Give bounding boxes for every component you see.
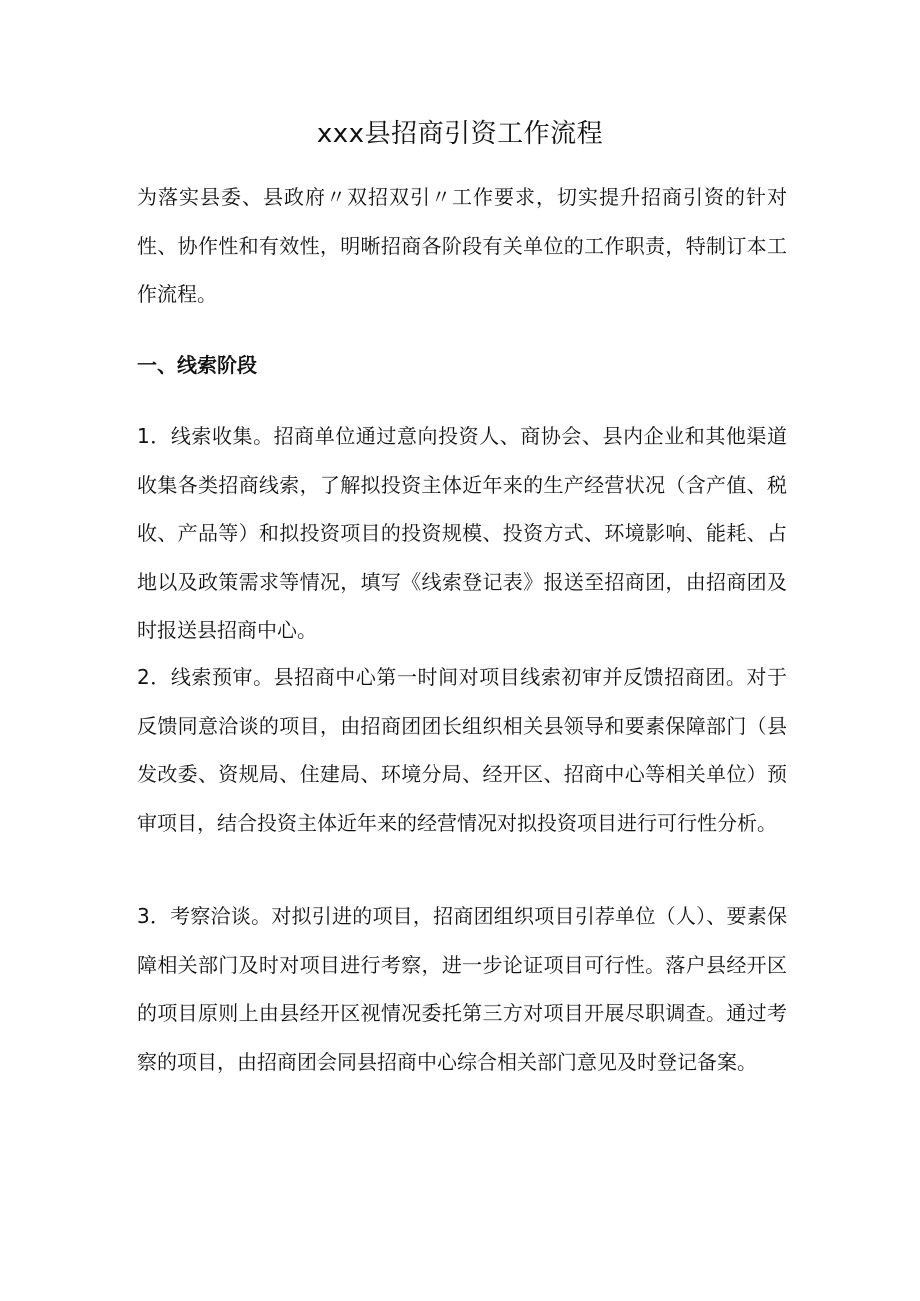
section-heading-clue-stage: 一、线索阶段 bbox=[137, 353, 257, 377]
document-title: xxx县招商引资工作流程 bbox=[316, 119, 604, 149]
intro-paragraph: 为落实县委、县政府〃双招双引〃工作要求，切实提升招商引资的针对性、协作性和有效性，明晰招商各阶段有关单位的工作职责，特制订本工作流程。 bbox=[137, 185, 787, 307]
clue-prereview-paragraph: 2．线索预审。县招商中心第一时间对项目线索初审并反馈招商团。对于反馈同意洽谈的项目，由招商团团长组织相关县领导和要素保障部门（县发改委、资规局、住建局、环境分局、经开区、招商中心等相关单位）预审项目，结合投资主体近年来的经营情况对拟投资项目进行可行性分析。 bbox=[137, 665, 787, 835]
inspection-negotiation-paragraph: 3．考察洽谈。对拟引进的项目，招商团组织项目引荐单位（人）、要素保障相关部门及时对项目进行考察，进一步论证项目可行性。落户县经开区的项目原则上由县经开区视情况委托第三方对项目开展尽职调查。通过考察的项目，由招商团会同县招商中心综合相关部门意见及时登记备案。 bbox=[137, 904, 787, 1074]
clue-collection-paragraph: 1．线索收集。招商单位通过意向投资人、商协会、县内企业和其他渠道收集各类招商线索，了解拟投资主体近年来的生产经营状况（含产值、税收、产品等）和拟投资项目的投资规模、投资方式、环境影响、能耗、占地以及政策需求等情况，填写《线索登记表》报送至招商团，由招商团及时报送县招商中心。 bbox=[137, 424, 787, 643]
